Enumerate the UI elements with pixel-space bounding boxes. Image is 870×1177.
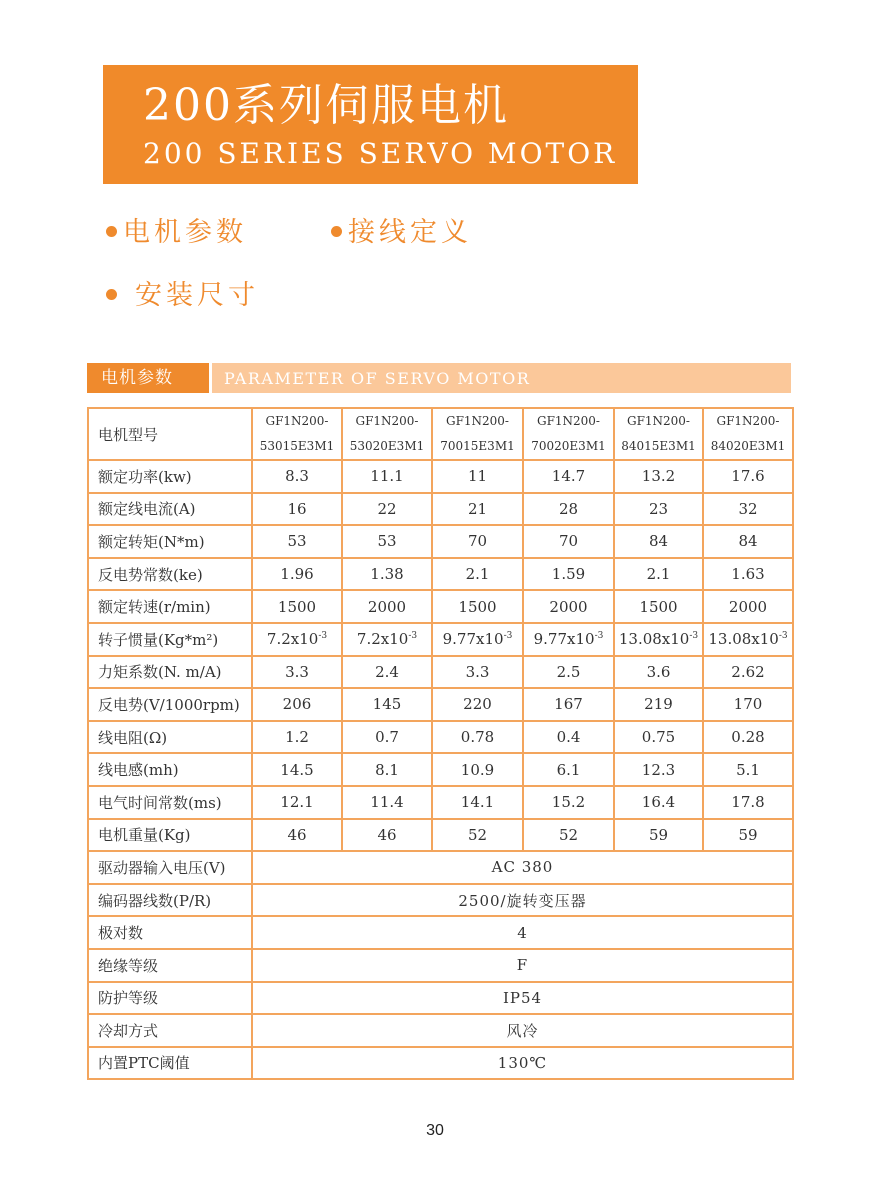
value-cell xyxy=(342,753,432,786)
value-cell xyxy=(252,460,342,493)
row-label: 额定转矩(N*m) xyxy=(88,525,252,558)
table-header-row xyxy=(88,408,793,460)
value-cell xyxy=(523,558,614,591)
cell-value: 206 xyxy=(282,695,312,714)
cell-value: 2000 xyxy=(549,597,588,616)
cell-value: 13.2 xyxy=(641,467,676,486)
row-label: 额定转速(r/min) xyxy=(88,590,252,623)
bullet-dot-icon xyxy=(106,289,117,300)
cell-value: 15.2 xyxy=(551,793,586,812)
row-label: 绝缘等级 xyxy=(88,949,252,982)
table-row xyxy=(88,884,793,917)
value-cell xyxy=(342,460,432,493)
common-value-cell: 2500/旋转变压器 xyxy=(252,884,793,917)
row-label: 冷却方式 xyxy=(88,1014,252,1047)
table-row xyxy=(88,688,793,721)
nav-installation-dimensions[interactable] xyxy=(106,279,259,313)
value-cell xyxy=(614,786,703,819)
model-line2: 70015E3M1 xyxy=(440,439,515,453)
table-row xyxy=(88,1014,793,1047)
title-banner xyxy=(103,65,638,184)
cell-value: 2.62 xyxy=(731,662,765,681)
value-cell xyxy=(703,656,793,689)
cell-value: 12.1 xyxy=(280,793,314,812)
table-row xyxy=(88,623,793,656)
value-cell xyxy=(432,753,523,786)
value-cell xyxy=(614,558,703,591)
value-cell xyxy=(342,819,432,852)
table-row xyxy=(88,786,793,819)
cell-value: 52 xyxy=(467,825,488,844)
cell-value: 1.59 xyxy=(551,565,586,584)
cell-value: 28 xyxy=(558,499,579,518)
cell-value: 2.1 xyxy=(646,565,671,584)
value-cell xyxy=(432,656,523,689)
row-label: 反电势(V/1000rpm) xyxy=(88,688,252,721)
cell-value: 0.78 xyxy=(460,728,495,747)
value-cell xyxy=(523,819,614,852)
cell-value: 7.2x10 xyxy=(266,630,319,649)
value-cell xyxy=(342,590,432,623)
cell-value: 10.9 xyxy=(460,760,495,779)
table-row xyxy=(88,851,793,884)
table-row xyxy=(88,721,793,754)
value-cell xyxy=(614,688,703,721)
value-cell xyxy=(703,493,793,526)
cell-value: 170 xyxy=(733,695,763,714)
exponent: -3 xyxy=(503,631,513,642)
cell-value: 21 xyxy=(467,499,488,518)
model-line1: GF1N200- xyxy=(265,414,329,428)
common-value-cell: IP54 xyxy=(252,982,793,1015)
value-cell xyxy=(432,525,523,558)
cell-value: 2.5 xyxy=(556,662,581,681)
model-label: 电机型号 xyxy=(88,408,252,460)
cell-value: 11 xyxy=(467,467,488,486)
value-cell xyxy=(523,623,614,656)
cell-value: 0.7 xyxy=(375,728,399,747)
value-cell xyxy=(432,558,523,591)
value-cell xyxy=(342,558,432,591)
cell-value: 9.77x10 xyxy=(533,630,595,649)
value-cell xyxy=(703,590,793,623)
cell-value: 3.3 xyxy=(465,662,490,681)
row-label: 驱动器输入电压(V) xyxy=(88,851,252,884)
value-cell xyxy=(252,590,342,623)
model-line2: 84020E3M1 xyxy=(710,439,786,453)
value-cell xyxy=(523,493,614,526)
cell-value: 13.08x10 xyxy=(708,630,779,649)
model-line1: GF1N200- xyxy=(716,414,780,428)
value-cell xyxy=(252,786,342,819)
row-label: 防护等级 xyxy=(88,982,252,1015)
cell-value: 14.1 xyxy=(460,793,495,812)
cell-value: 6.1 xyxy=(556,760,581,779)
cell-value: 11.1 xyxy=(370,467,404,486)
cell-value: 1.2 xyxy=(285,728,309,747)
value-cell xyxy=(432,590,523,623)
value-cell xyxy=(614,656,703,689)
bullet-dot-icon xyxy=(106,226,117,237)
cell-value: 46 xyxy=(287,825,307,844)
exponent: -3 xyxy=(594,631,604,642)
value-cell xyxy=(342,525,432,558)
cell-value: 2.4 xyxy=(375,662,399,681)
row-label: 反电势常数(ke) xyxy=(88,558,252,591)
model-cell xyxy=(252,408,342,460)
value-cell xyxy=(252,721,342,754)
common-value-cell: F xyxy=(252,949,793,982)
value-cell xyxy=(252,819,342,852)
model-line1: GF1N200- xyxy=(626,414,690,428)
row-label: 线电阻(Ω) xyxy=(88,721,252,754)
cell-value: 14.5 xyxy=(280,760,314,779)
value-cell xyxy=(432,688,523,721)
cell-value: 17.6 xyxy=(731,467,765,486)
cell-value: 52 xyxy=(558,825,579,844)
cell-value: 53 xyxy=(287,532,307,551)
value-cell xyxy=(252,558,342,591)
value-cell xyxy=(432,819,523,852)
value-cell xyxy=(432,623,523,656)
cell-value: 1.63 xyxy=(731,565,765,584)
model-cell xyxy=(342,408,432,460)
row-label: 额定功率(kw) xyxy=(88,460,252,493)
cell-value: 13.08x10 xyxy=(618,630,690,649)
common-value-cell: 风冷 xyxy=(252,1014,793,1047)
table-row xyxy=(88,460,793,493)
table-row xyxy=(88,493,793,526)
model-cell xyxy=(523,408,614,460)
nav-label: 安装尺寸 xyxy=(135,280,259,311)
table-row xyxy=(88,982,793,1015)
table-row xyxy=(88,949,793,982)
value-cell xyxy=(703,525,793,558)
value-cell xyxy=(432,786,523,819)
model-line2: 53020E3M1 xyxy=(349,439,425,453)
cell-value: 5.1 xyxy=(736,760,760,779)
cell-value: 84 xyxy=(648,532,669,551)
nav-label: 电机参数 xyxy=(123,217,247,248)
value-cell xyxy=(252,753,342,786)
cell-value: 3.6 xyxy=(646,662,671,681)
cell-value: 22 xyxy=(377,499,397,518)
value-cell xyxy=(342,688,432,721)
cell-value: 16 xyxy=(287,499,307,518)
value-cell xyxy=(614,525,703,558)
cell-value: 17.8 xyxy=(731,793,765,812)
value-cell xyxy=(523,460,614,493)
cell-value: 23 xyxy=(648,499,669,518)
model-line1: GF1N200- xyxy=(536,414,600,428)
bullet-dot-icon xyxy=(331,226,342,237)
section-label-cn: 电机参数 xyxy=(87,363,209,393)
cell-value: 46 xyxy=(377,825,397,844)
value-cell xyxy=(523,753,614,786)
model-cell xyxy=(703,408,793,460)
row-label: 线电感(mh) xyxy=(88,753,252,786)
cell-value: 1500 xyxy=(458,597,497,616)
cell-value: 0.4 xyxy=(556,728,581,747)
model-cell xyxy=(432,408,523,460)
value-cell xyxy=(703,819,793,852)
cell-value: 7.2x10 xyxy=(356,630,409,649)
nav-label: 接线定义 xyxy=(348,217,472,248)
cell-value: 70 xyxy=(558,532,579,551)
cell-value: 84 xyxy=(738,532,758,551)
value-cell xyxy=(614,590,703,623)
cell-value: 145 xyxy=(372,695,402,714)
value-cell xyxy=(432,721,523,754)
value-cell xyxy=(523,590,614,623)
nav-motor-params[interactable] xyxy=(106,216,247,250)
value-cell xyxy=(614,819,703,852)
cell-value: 2.1 xyxy=(465,565,490,584)
value-cell xyxy=(342,656,432,689)
value-cell xyxy=(432,493,523,526)
table-row xyxy=(88,1047,793,1080)
row-label: 转子惯量(Kg*m²) xyxy=(88,623,252,656)
value-cell xyxy=(703,753,793,786)
cell-value: 220 xyxy=(463,695,492,714)
cell-value: 16.4 xyxy=(641,793,676,812)
exponent: -3 xyxy=(318,631,328,642)
common-value-cell: 4 xyxy=(252,916,793,949)
title-en: 200 SERIES SERVO MOTOR xyxy=(143,137,618,170)
cell-value: 70 xyxy=(467,532,488,551)
table-row xyxy=(88,916,793,949)
value-cell xyxy=(252,656,342,689)
value-cell xyxy=(614,460,703,493)
value-cell xyxy=(523,721,614,754)
cell-value: 59 xyxy=(738,825,758,844)
common-value-cell: AC 380 xyxy=(252,851,793,884)
value-cell xyxy=(523,656,614,689)
cell-value: 2000 xyxy=(728,597,768,616)
cell-value: 1.38 xyxy=(370,565,404,584)
cell-value: 8.1 xyxy=(375,760,399,779)
table-row xyxy=(88,525,793,558)
value-cell xyxy=(342,721,432,754)
title-cn: 200系列伺服电机 xyxy=(143,80,509,131)
value-cell xyxy=(614,753,703,786)
cell-value: 1500 xyxy=(277,597,317,616)
cell-value: 167 xyxy=(554,695,583,714)
table-row xyxy=(88,590,793,623)
value-cell xyxy=(523,525,614,558)
value-cell xyxy=(252,525,342,558)
cell-value: 1500 xyxy=(639,597,678,616)
value-cell xyxy=(523,786,614,819)
cell-value: 0.75 xyxy=(641,728,676,747)
row-label: 电气时间常数(ms) xyxy=(88,786,252,819)
page-number: 30 xyxy=(426,1122,444,1139)
cell-value: 12.3 xyxy=(641,760,676,779)
table-row xyxy=(88,558,793,591)
model-line1: GF1N200- xyxy=(445,414,509,428)
model-line2: 84015E3M1 xyxy=(621,439,696,453)
section-label-en: PARAMETER OF SERVO MOTOR xyxy=(212,363,791,393)
model-line2: 70020E3M1 xyxy=(531,439,606,453)
row-label: 电机重量(Kg) xyxy=(88,819,252,852)
value-cell xyxy=(614,623,703,656)
cell-value: 59 xyxy=(648,825,669,844)
row-label: 内置PTC阈值 xyxy=(88,1047,252,1080)
value-cell xyxy=(342,493,432,526)
cell-value: 53 xyxy=(377,532,397,551)
cell-value: 2000 xyxy=(367,597,407,616)
table-row xyxy=(88,753,793,786)
model-cell xyxy=(614,408,703,460)
value-cell xyxy=(703,460,793,493)
value-cell xyxy=(523,688,614,721)
value-cell xyxy=(703,786,793,819)
value-cell xyxy=(252,688,342,721)
value-cell xyxy=(703,623,793,656)
row-label: 编码器线数(P/R) xyxy=(88,884,252,917)
value-cell xyxy=(252,493,342,526)
cell-value: 0.28 xyxy=(731,728,765,747)
value-cell xyxy=(703,688,793,721)
cell-value: 14.7 xyxy=(551,467,586,486)
nav-wiring-definition[interactable] xyxy=(331,216,472,250)
row-label: 极对数 xyxy=(88,916,252,949)
value-cell xyxy=(342,623,432,656)
value-cell xyxy=(614,493,703,526)
value-cell xyxy=(703,721,793,754)
row-label: 力矩系数(N. m/A) xyxy=(88,656,252,689)
value-cell xyxy=(252,623,342,656)
value-cell xyxy=(614,721,703,754)
cell-value: 8.3 xyxy=(285,467,309,486)
cell-value: 11.4 xyxy=(370,793,404,812)
model-line2: 53015E3M1 xyxy=(259,439,335,453)
cell-value: 219 xyxy=(644,695,673,714)
cell-value: 3.3 xyxy=(285,662,309,681)
cell-value: 9.77x10 xyxy=(442,630,504,649)
exponent: -3 xyxy=(408,631,418,642)
value-cell xyxy=(703,558,793,591)
model-line1: GF1N200- xyxy=(355,414,419,428)
table-row xyxy=(88,819,793,852)
row-label: 额定线电流(A) xyxy=(88,493,252,526)
common-value-cell: 130℃ xyxy=(252,1047,793,1080)
exponent: -3 xyxy=(778,631,788,642)
exponent: -3 xyxy=(689,631,699,642)
parameter-table xyxy=(87,407,794,1080)
value-cell xyxy=(432,460,523,493)
value-cell xyxy=(342,786,432,819)
table-row xyxy=(88,656,793,689)
cell-value: 1.96 xyxy=(280,565,314,584)
cell-value: 32 xyxy=(738,499,758,518)
